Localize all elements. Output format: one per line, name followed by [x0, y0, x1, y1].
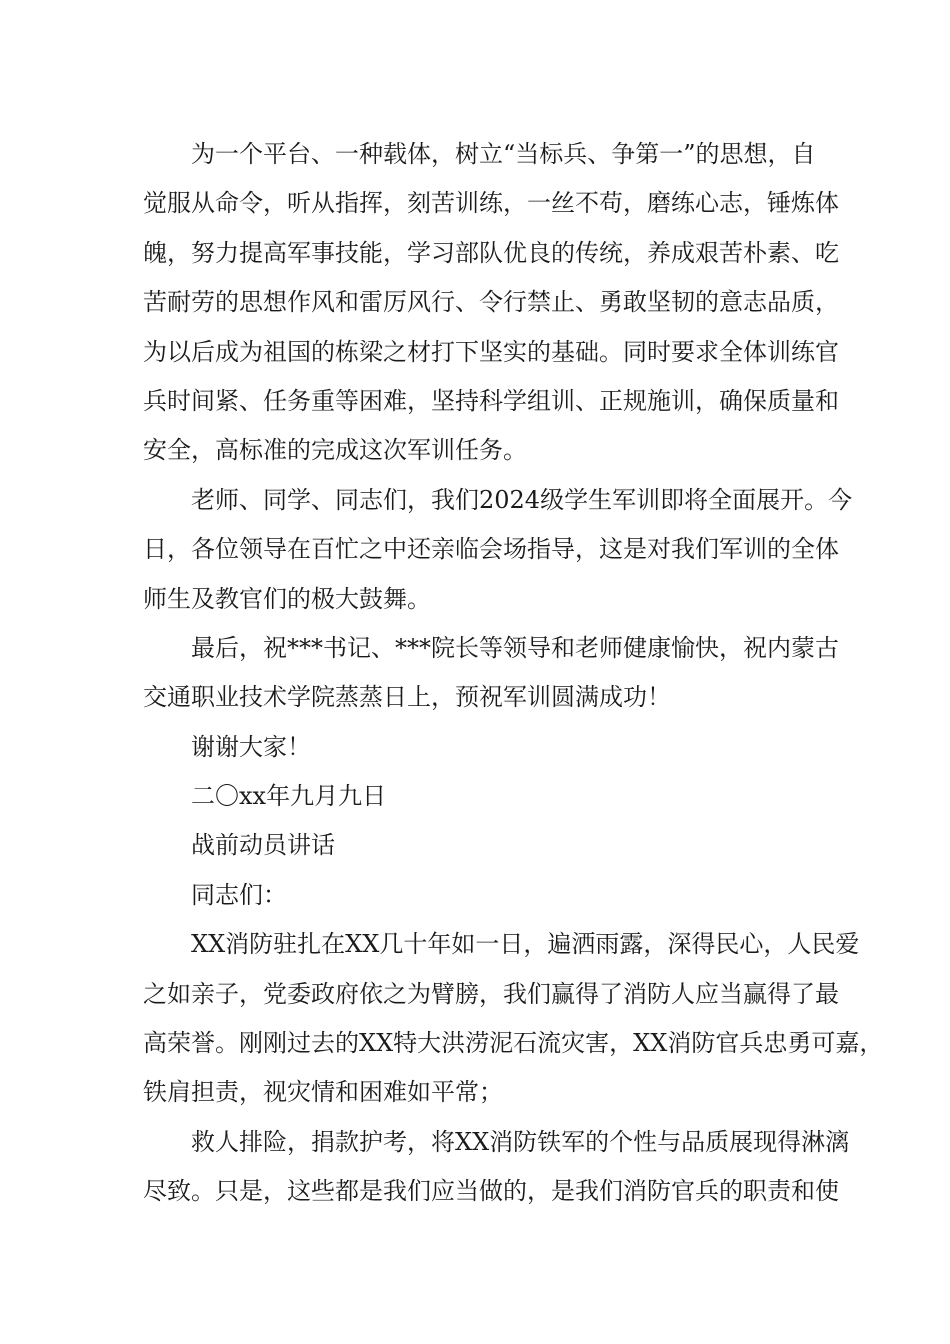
text-line: 同志们： — [191, 880, 287, 909]
text-line: 救人排险，捐款护考，将XX消防铁军的个性与品质展现得淋漓 — [191, 1127, 850, 1156]
text-line: 师生及教官们的极大鼓舞。 — [143, 584, 431, 613]
document-body — [143, 130, 884, 1217]
text-line: 为以后成为祖国的栋梁之材打下坚实的基础。同时要求全体训练官 — [143, 337, 839, 366]
text-line: 二〇xx年九月九日 — [191, 782, 387, 811]
text-line: 尽致。只是，这些都是我们应当做的，是我们消防官兵的职责和使 — [143, 1177, 839, 1206]
text-line: 苦耐劳的思想作风和雷厉风行、令行禁止、勇敢坚韧的意志品质， — [143, 288, 839, 317]
text-line: 魄，努力提高军事技能，学习部队优良的传统，养成艰苦朴素、吃 — [143, 238, 839, 267]
text-line: XX消防驻扎在XX几十年如一日，遍洒雨露，深得民心，人民爱 — [191, 930, 860, 959]
text-line: 之如亲子，党委政府依之为臂膀，我们赢得了消防人应当赢得了最 — [143, 979, 839, 1008]
text-line: 为一个平台、一种载体，树立“当标兵、争第一”的思想，自 — [191, 140, 816, 168]
text-line: 铁肩担责，视灾情和困难如平常； — [143, 1078, 503, 1107]
text-line: 高荣誉。刚刚过去的XX特大洪涝泥石流灾害，XX消防官兵忠勇可嘉， — [143, 1029, 884, 1058]
text-line: 交通职业技术学院蒸蒸日上，预祝军训圆满成功！ — [143, 683, 671, 712]
text-line: 安全，高标准的完成这次军训任务。 — [143, 436, 527, 465]
text-line: 最后，祝***书记、***院长等领导和老师健康愉快，祝内蒙古 — [191, 633, 839, 662]
text-line: 日，各位领导在百忙之中还亲临会场指导，这是对我们军训的全体 — [143, 535, 839, 564]
text-line: 战前动员讲话 — [191, 831, 335, 860]
text-line: 觉服从命令，听从指挥，刻苦训练，一丝不苟，磨练心志，锤炼体 — [143, 189, 839, 218]
text-line: 兵时间紧、任务重等困难，坚持科学组训、正规施训，确保质量和 — [143, 386, 839, 415]
text-line: 谢谢大家！ — [191, 732, 311, 761]
text-line: 老师、同学、同志们，我们2024级学生军训即将全面展开。今 — [191, 485, 853, 514]
